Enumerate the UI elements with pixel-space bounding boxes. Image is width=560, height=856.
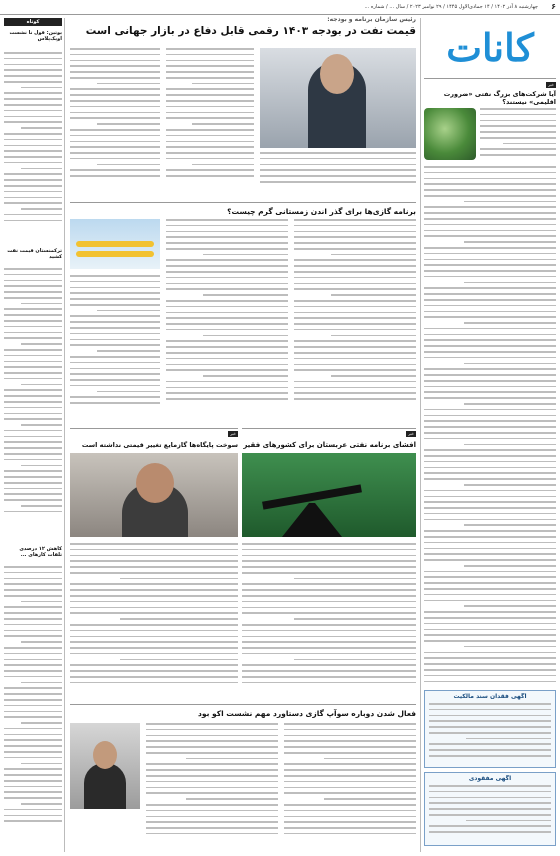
main-photo [260,48,416,148]
main-story [70,16,416,196]
story-3 [242,428,416,699]
side-top-story [424,82,556,162]
main-caption [260,152,416,192]
notice-2-text [429,785,551,841]
side-top-text [480,108,556,160]
saudi-oil-photo [242,453,416,537]
story-2-text-b [166,219,288,419]
main-text-col2 [70,48,160,192]
main-text-col1 [166,48,254,192]
masthead-logo: کانات [446,25,534,70]
official-face [136,463,174,503]
main-kicker: رئیس سازمان برنامه و بودجه: [327,16,416,23]
notice-2-title: آگهی مفقودی [468,775,512,782]
notice-box-1 [424,690,556,768]
left-text-3 [4,566,62,848]
side-top-tag: خبر [548,82,554,87]
left-headline-2: ترکمنستان قیمت نفت کشید [7,248,62,260]
story-3-headline: افشای برنامه نفتی عربستان برای کشورهای فقیر [243,441,416,449]
story-3-tag: خبر [408,431,414,436]
page-header [0,0,560,15]
date-line: چهارشنبه ۸ آذر ۱۴۰۲ / ۱۴ جمادی‌الاول ۱۴۴۵ / ۲۹ نوامبر ۲۰۲۳ / سال ... / شماره ... [364,4,538,10]
globe-photo [424,108,476,160]
notice-1-title: آگهی فقدان سند مالکیت [453,693,527,700]
story-5-headline: فعال شدن دوباره سوآپ گازی دستاورد مهم نشست اکو بود [198,709,416,718]
page-number: ۶ [551,2,556,11]
story-2-text-c [70,275,160,419]
notice-1-text [429,703,551,763]
story-5-text-b [146,723,278,851]
logo-block [424,18,556,79]
story-4 [70,428,238,699]
story-5-text-a [284,723,416,851]
official-photo [70,453,238,537]
story-4-headline: سوخت پایگاه‌ها گازمایع تغییر قیمتی نداشته است [81,441,238,449]
speaker-small-face [93,741,117,769]
side-top-headline: آیا شرکت‌های بزرگ نفتی «ضرورت اقلیمی» نیستند؟ [443,90,556,106]
gas-pipes-photo [70,219,160,269]
story-2-headline: برنامه گازی‌ها برای گذر اندن زمستانی گرم چیست؟ [227,207,416,216]
story-2-text-a [294,219,416,419]
story-4-text [70,543,238,695]
pipe-2 [76,251,154,257]
left-kicker: کوتاه [4,18,62,26]
story-2 [70,202,416,423]
main-headline: قیمت نفت در بودجه ۱۴۰۳ رقمی قابل دفاع در بازار جهانی است [85,25,416,37]
right-column-text [424,166,556,686]
left-column [4,18,62,852]
speaker-face [320,54,354,94]
speaker-photo-small [70,723,140,809]
column-rule-right [420,18,421,852]
story-5 [70,704,416,853]
pipe-1 [76,241,154,247]
story-4-tag: خبر [230,431,236,436]
notice-box-2 [424,772,556,846]
left-headline-1: پوتین: قول نا نشست اوپک‌پلاس [9,30,62,42]
left-headline-3: کاهش ۱۲ درصدی تلفات کارهای ... [19,546,62,558]
pumpjack-base [282,503,342,537]
story-3-text [242,543,416,695]
column-rule-left [64,18,65,852]
left-text-2 [4,268,62,538]
left-text-1 [4,52,62,242]
speaker-small-body [84,763,126,809]
